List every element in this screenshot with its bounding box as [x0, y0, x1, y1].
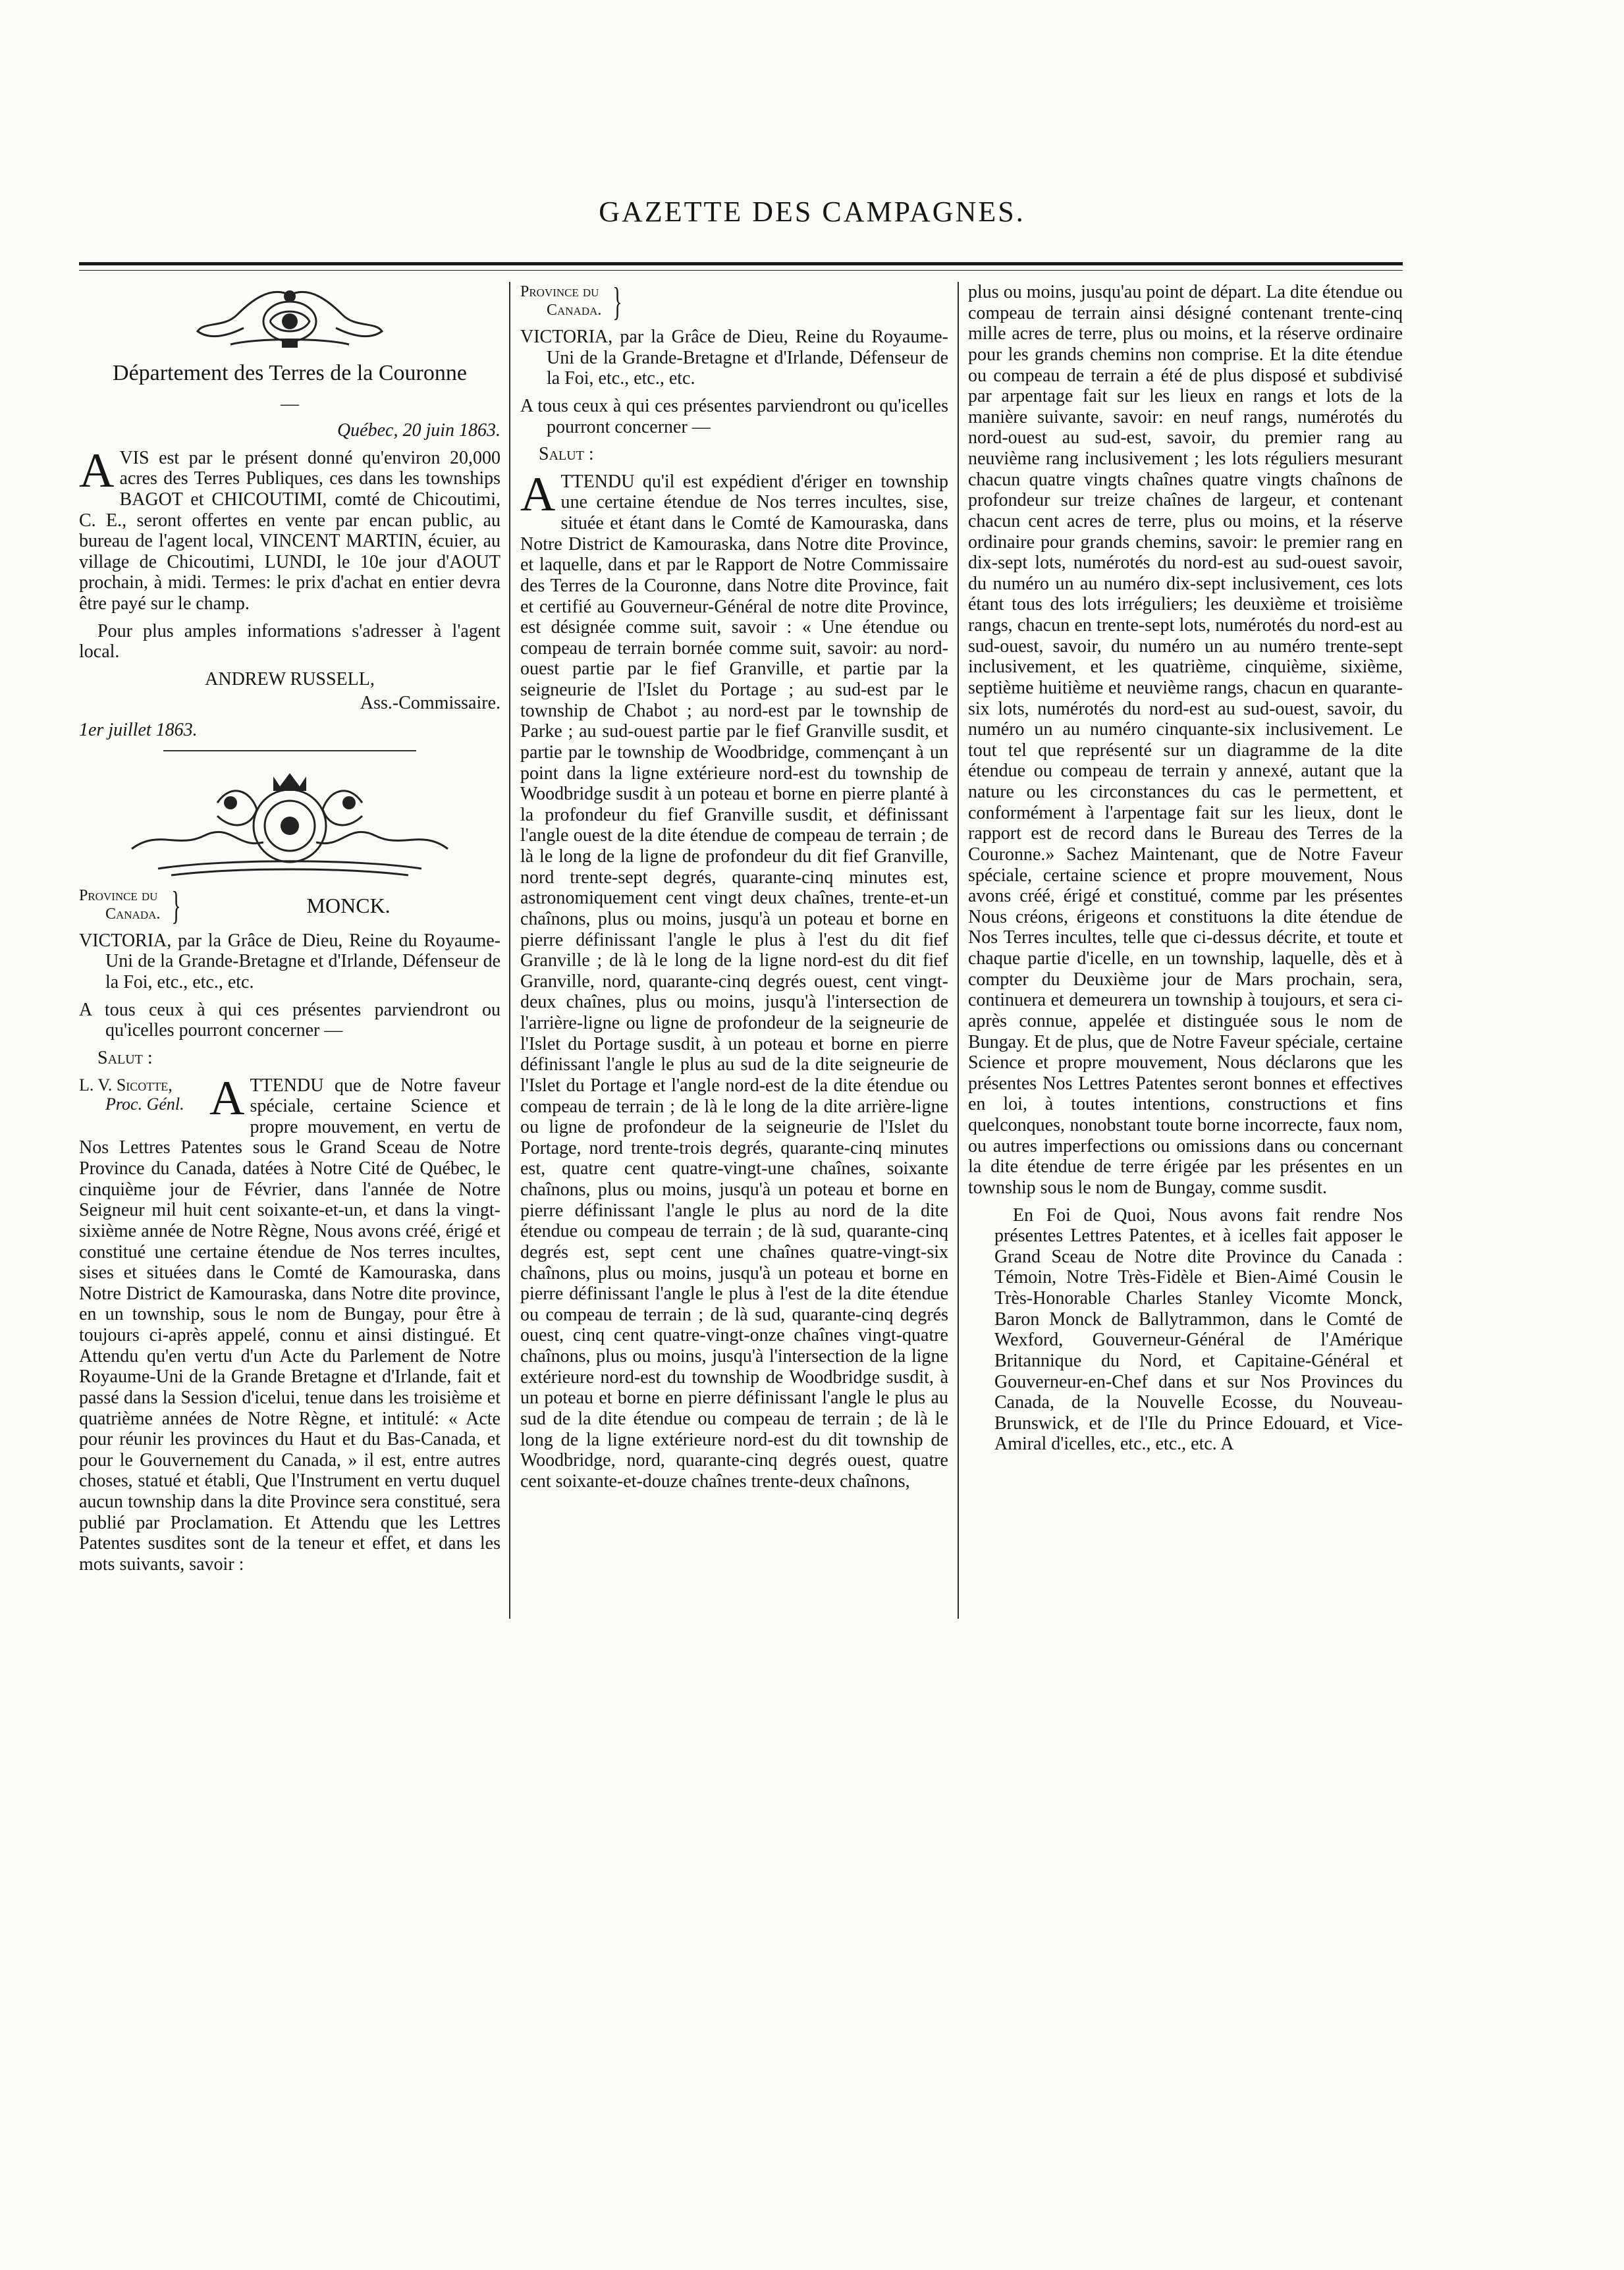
province-label-line1: Province du: [79, 887, 158, 905]
province-heading: [520, 282, 948, 321]
royal-arms-ornament-icon: [119, 763, 461, 882]
salut: Salut :: [539, 444, 594, 465]
crown-ornament-icon: [191, 282, 389, 354]
column-divider: [509, 282, 510, 1619]
sidenote-line2: Proc. Génl.: [105, 1094, 184, 1114]
township-name: MONCK.: [306, 893, 391, 917]
dash-separator: —: [281, 394, 299, 415]
avis-paragraph: [79, 443, 501, 614]
address-paragraph: A tous ceux à qui ces présentes parviendront ou qu'icelles pourront concerner —: [520, 395, 948, 437]
province-label-line2: Canada.: [105, 905, 161, 923]
province-heading: [79, 883, 501, 927]
dropcap: A: [209, 1071, 245, 1125]
dropcap: A: [520, 467, 556, 522]
signer-title: Ass.-Commissaire.: [360, 692, 501, 713]
attendu-paragraph: [79, 1071, 501, 1575]
letters-patent-body: plus ou moins, jusqu'au point de départ. La dite étendue ou compeau de terrain ainsi désigné contenant trente-cinq mille acres de terre, plus ou moins, et la réserve ordinaire pour les grands chemins non comprise. Et la dite étendue ou compeau de terrain a été de plus disposé et subdivisé par arpentage fait sur les lieux en rangs et lots de la manière suivante, savoir: en neuf rangs, numérotés du nord-ouest au sud-est, savoir, du premier rang au neuvième rang inclusivement ; les lots réguliers mesurant chacun quatre vingts chaînes quatre vingts chaînons de profondeur sur treize chaînes de largeur, et contenant chacun cent acres de terre, plus ou moins, et la réserve ordinaire pour grands chemins, savoir: le premier rang en dix-sept lots, numérotés du nord-est au sud-ouest savoir, du numéro un au numéro dix-sept inclusivement, ces lots étant tous des lots irréguliers; les deuxième et troisième rangs, chacun en trente-sept lots, numérotés du nord-est au sud-ouest, savoir, du numéro un au numéro trente-sept inclusivement, et les quatrième, cinquième, sixième, septième huitième et neuvième rangs, chacun en quarante-six lots, numérotés du nord-est au sud-ouest, savoir, du numéro un au numéro cinquante-six inclusivement. Le tout tel que représenté sur un diagramme de la dite étendue ou compeau de terrain y annexé, autant que la nature ou les circonstances du cas le permettent, et conformément à l'arpentage fait sur les lieux, dont le rapport est de record dans le Bureau des Terres de la Couronne.» Sachez Maintenant, que de Notre Faveur spéciale, certaine science et propre mouvement, Nous avons créé, érigé et constitué, comme par les présentes Nous créons, érigeons et constituons la dite étendue de Nos Terres incultes, telle que ci-dessus décrite, et toute et chaque partie d'icelle, en un township, laquelle, dès et à compter du Deuxième jour de Mars prochain, sera, continuera et demeurera un township à toujours, et sera ci-après connue, appelée et distinguée sous le nom de Bungay. Et de plus, que de Notre Faveur spéciale, certaine Science et propre mouvement, Nous déclarons que les présentes Nos Lettres Patentes seront bonnes et effectives en loi, à toutes intentions, constructions et fins quelconques, nonobstant toute borne incorrecte, faux nom, ou autres imperfections ou omissions dans ou concernant la dite étendue de terre érigée par les présentes en un township sous le nom de Bungay, comme susdit.: [968, 282, 1403, 1198]
dateline: Québec, 20 juin 1863.: [337, 420, 501, 441]
date-line-2: 1er juillet 1863.: [79, 720, 198, 741]
victoria-paragraph: VICTORIA, par la Grâce de Dieu, Reine du Royaume-Uni de la Grande-Bretagne et d'Irlande, Défenseur de la Foi, etc., etc., etc.: [520, 327, 948, 389]
separator-rule: [163, 750, 416, 751]
dropcap: A: [79, 443, 115, 498]
en-foi-de-quoi-paragraph: En Foi de Quoi, Nous avons fait rendre Nos présentes Lettres Patentes, et à icelles fait apposer le Grand Sceau de Notre dite Province du Canada : Témoin, Notre Très-Fidèle et Bien-Aimé Cousin le Très-Honorable Charles Stanley Vicomte Monck, Baron Monck de Ballytrammon, dans le Comté de Wexford, Gouverneur-Général de l'Amérique Britannique du Nord, et Capitaine-Général et Gouverneur-en-Chef dans et sur Nos Provinces du Canada, de la Nouvelle Ecosse, du Nouveau-Brunswick, et de l'Ile du Prince Edouard, et Vice-Amiral d'icelles, etc., etc., etc. A: [994, 1204, 1403, 1455]
brace-icon: }: [612, 280, 623, 323]
province-label: [79, 887, 160, 923]
province-label-line2: Canada.: [547, 302, 602, 319]
column-divider: [958, 282, 959, 1619]
attendu-paragraph: [520, 467, 948, 1492]
address-paragraph: A tous ceux à qui ces présentes parviendront ou qu'icelles pourront concerner —: [79, 999, 501, 1041]
province-label-line1: Province du: [520, 283, 599, 301]
victoria-paragraph: VICTORIA, par la Grâce de Dieu, Reine du Royaume-Uni de la Grande-Bretagne et d'Irlande, Défenseur de la Foi, etc., etc., etc.: [79, 930, 501, 993]
masthead-title: GAZETTE DES CAMPAGNES.: [599, 196, 1025, 228]
info-paragraph: Pour plus amples informations s'adresser à l'agent local.: [79, 620, 501, 662]
department-title: Département des Terres de la Couronne: [113, 361, 467, 385]
column-1: [79, 282, 501, 1582]
masthead-rule-thin: [79, 270, 1403, 271]
attendu-text: TTENDU que de Notre faveur spéciale, certaine Science et propre mouvement, en vertu de Nos Lettres Patentes sous le Grand Sceau de Notre Province du Canada, datées à Notre Cité de Québec, le cinquième jour de Février, dans l'année de Notre Seigneur mil huit cent soixante-et-un, et dans la vingt-sixième année de Notre Règne, Nous avons créé, érigé et constitué une certaine étendue de Nos terres incultes, sises et situées dans le Comté de Kamouraska, dans Notre District de Kamouraska, dans Notre dite province, en un township, sous le nom de Bungay, pour être à toujours ci-après appelé, connu et ainsi distingué. Et Attendu qu'en vertu d'un Acte du Parlement de Notre Royaume-Uni de la Grande Bretagne et d'Irlande, fait et passé dans la Session d'icelui, tenue dans les troisième et quatrième années de Notre Règne, et intitulé: « Acte pour réunir les provinces du Haut et du Bas-Canada, et pour le Gouvernement du Canada, » il est, entre autres choses, statué et établi, Que l'Instrument en vertu duquel aucun township dans la dite Province sera constitué, sera publié par Proclamation. Et Attendu que les Lettres Patentes susdites sont de la teneur et effet, et dans les mots suivants, savoir :: [79, 1075, 501, 1575]
sidenote: [79, 1075, 204, 1115]
column-3: [968, 282, 1403, 1461]
avis-text: VIS est par le présent donné qu'environ 20,000 acres des Terres Publiques, ces dans les townships BAGOT et CHICOUTIMI, comté de Chicoutimi, C. E., seront offertes en vente par encan public, au bureau de l'agent local, VINCENT MARTIN, écuier, au village de Chicoutimi, LUNDI, le 10e jour d'AOUT prochain, à midi. Termes: le prix d'achat en entier devra être payé sur le champ.: [79, 447, 501, 614]
brace-icon: }: [171, 883, 182, 927]
signer-name: ANDREW RUSSELL,: [205, 668, 375, 689]
column-2: [520, 282, 948, 1498]
attendu-text: TTENDU qu'il est expédient d'ériger en township une certaine étendue de Nos terres incultes, sise, située et étant dans le Comté de Kamouraska, dans Notre District de Kamouraska, dans Notre dite Province, et laquelle, dans et par le Rapport de Notre Commissaire des Terres de la Couronne, dans Notre dite Province, fait et certifié au Gouverneur-Général de notre dite Province, est désignée comme suit, savoir : « Une étendue ou compeau de terrain bornée comme suit, savoir: au nord-ouest partie par le fief Granville, et partie par la seigneurie de l'Islet du Portage ; au sud-est par le township de Chabot ; au nord-est par le township de Parke ; au sud-ouest partie par le fief Granville susdit, et partie par le township de Woodbridge, commençant à un point dans la ligne extérieure nord-est du township de Woodbridge susdit à un poteau et borne en pierre planté à la profondeur du fief Granville susdit, et définissant l'angle ouest de la dite étendue de compeau de terrain ; de là le long de la ligne de profondeur du dit fief Granville, nord trente-sept degrés, quarante-cinq minutes est, astronomiquement cent vingt deux chaînes, trente-et-un chaînons, plus ou moins, jusqu'à un poteau et borne en pierre définissant l'angle le plus à l'est du dit fief Granville ; de là le long de la ligne nord-est du dit fief Granville, nord, quarante-cinq degrés ouest, cent vingt-deux chaînes, plus ou moins, jusqu'à l'intersection de l'arrière-ligne ou ligne de profondeur de la seigneurie de l'Islet du Portage susdit, à un poteau et borne en pierre définissant l'angle le plus au sud de la dite seigneurie de l'Islet du Portage et l'angle nord-est de la dite étendue ou compeau de terrain ; de là le long de la dite arrière-ligne ou ligne de profondeur de la seigneurie de l'Islet du Portage, nord trente-trois degrés, quarante-cinq minutes est, quatre cent quatre-vingt-une chaînes, soixante chaînons, plus ou moins, jusqu'à un poteau et borne en pierre définissant l'angle le plus au nord de la dite étendue ou compeau de terrain ; de là sud, quarante-cinq degrés est, sept cent une chaînes quatre-vingt-six chaînons, plus ou moins, jusqu'à un poteau et borne en pierre définissant l'angle le plus à l'est de la dite étendue ou compeau de terrain ; de là sud, quarante-cinq degrés ouest, cinq cent quatre-vingt-onze chaînes vingt-quatre chaînons, plus ou moins, jusqu'à l'intersection de la ligne extérieure nord-est du township de Woodbridge susdit, à un poteau et borne en pierre définissant l'angle le plus au sud de la dite étendue ou compeau de terrain ; de là le long de la ligne extérieure nord-est du dit township de Woodbridge, nord, quarante-cinq degrés ouest, quatre cent soixante-et-douze chaînes trente-deux chaînons,: [520, 471, 948, 1492]
sidenote-line1: L. V. Sicotte,: [79, 1075, 173, 1094]
province-label: [520, 283, 601, 319]
salut: Salut :: [97, 1047, 153, 1068]
masthead-rule: [79, 262, 1403, 265]
